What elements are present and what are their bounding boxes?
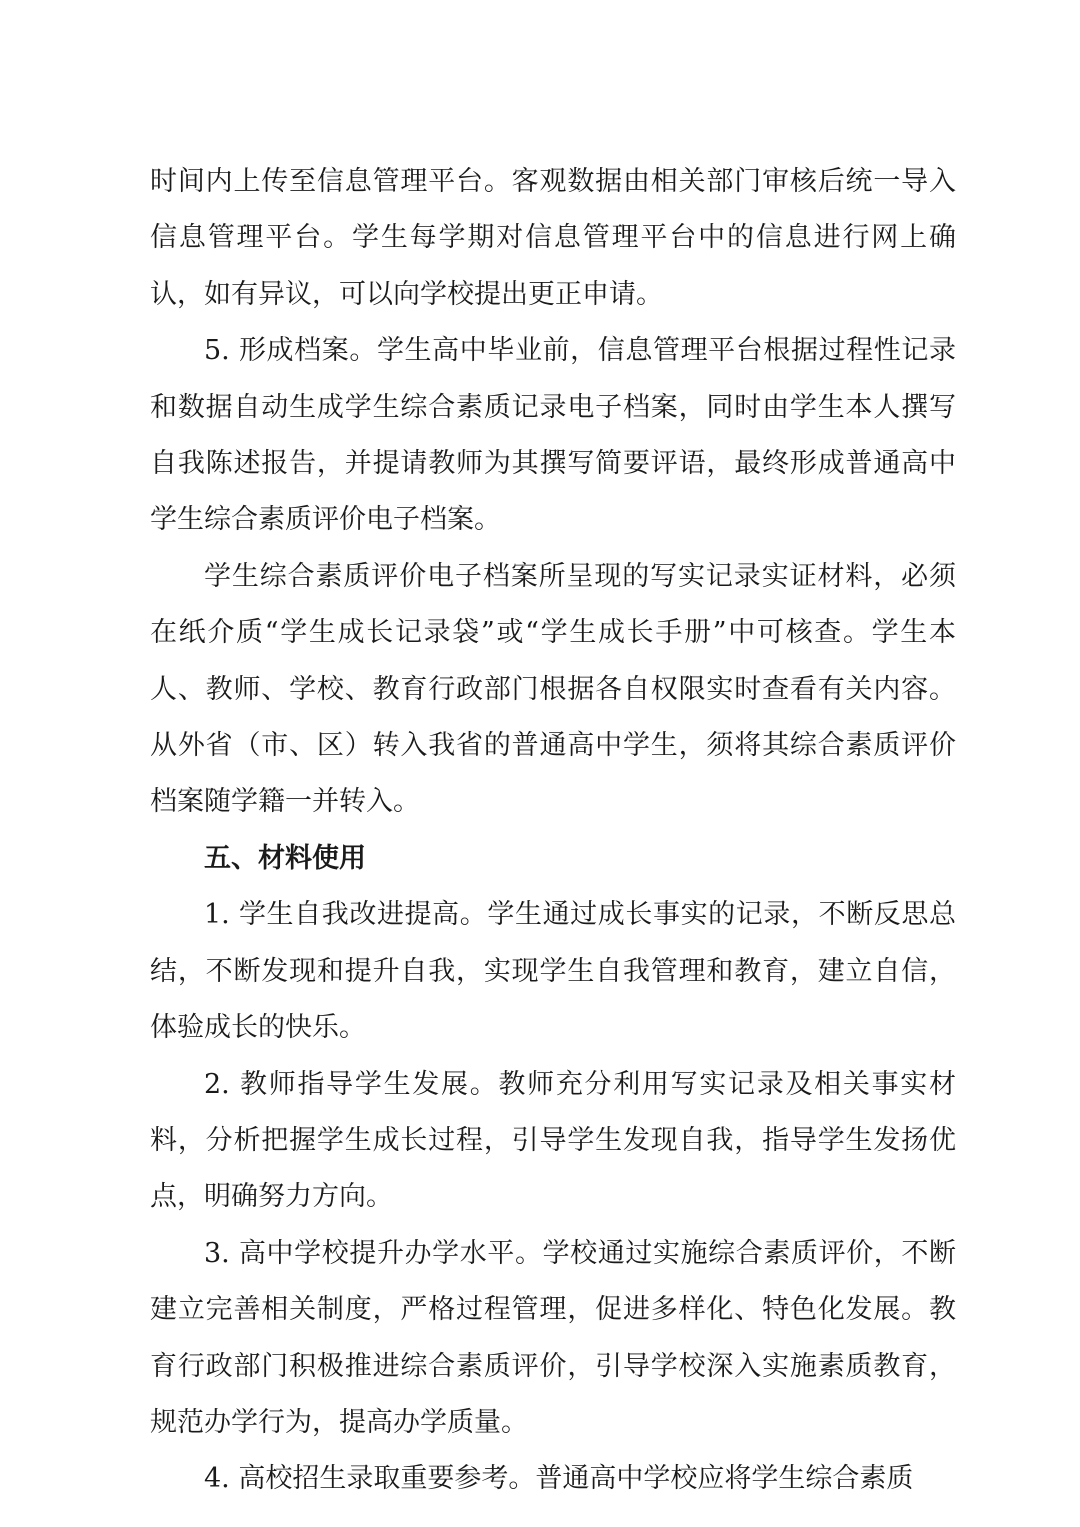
paragraph-continuation: 时间内上传至信息管理平台。客观数据由相关部门审核后统一导入信息管理平台。学生每学期对信息管理平台中的信息进行网上确认，如有异议，可以向学校提出更正申请。 — [150, 166, 956, 310]
paragraph-item-3-school: 3. 高中学校提升办学水平。学校通过实施综合素质评价，不断建立完善相关制度，严格过程管理，促进多样化、特色化发展。教育行政部门积极推进综合素质评价，引导学校深入实施素质教育，规范办学行为，提高办学质量。 — [150, 1237, 956, 1438]
section-heading-materials-use: 五、材料使用 — [204, 842, 366, 874]
paragraph-archive-verification: 学生综合素质评价电子档案所呈现的写实记录实证材料，必须在纸介质“学生成长记录袋”或“学生成长手册”中可核查。学生本人、教师、学校、教育行政部门根据各自权限实时查看有关内容。从外省（市、区）转入我省的普通高中学生，须将其综合素质评价档案随学籍一并转入。 — [150, 560, 956, 818]
paragraph-item-4-admission: 4. 高校招生录取重要参考。普通高中学校应将学生综合素质 — [204, 1463, 914, 1495]
paragraph-item-5-archive: 5. 形成档案。学生高中毕业前，信息管理平台根据过程性记录和数据自动生成学生综合素质记录电子档案，同时由学生本人撰写自我陈述报告，并提请教师为其撰写简要评语，最终形成普通高中学生综合素质评价电子档案。 — [150, 335, 956, 536]
document-body — [150, 154, 956, 1508]
paragraph-item-2-teacher: 2. 教师指导学生发展。教师充分利用写实记录及相关事实材料，分析把握学生成长过程，引导学生发现自我，指导学生发扬优点，明确努力方向。 — [150, 1068, 956, 1213]
paragraph-item-1-student: 1. 学生自我改进提高。学生通过成长事实的记录，不断反思总结，不断发现和提升自我，实现学生自我管理和教育，建立自信，体验成长的快乐。 — [150, 899, 956, 1044]
